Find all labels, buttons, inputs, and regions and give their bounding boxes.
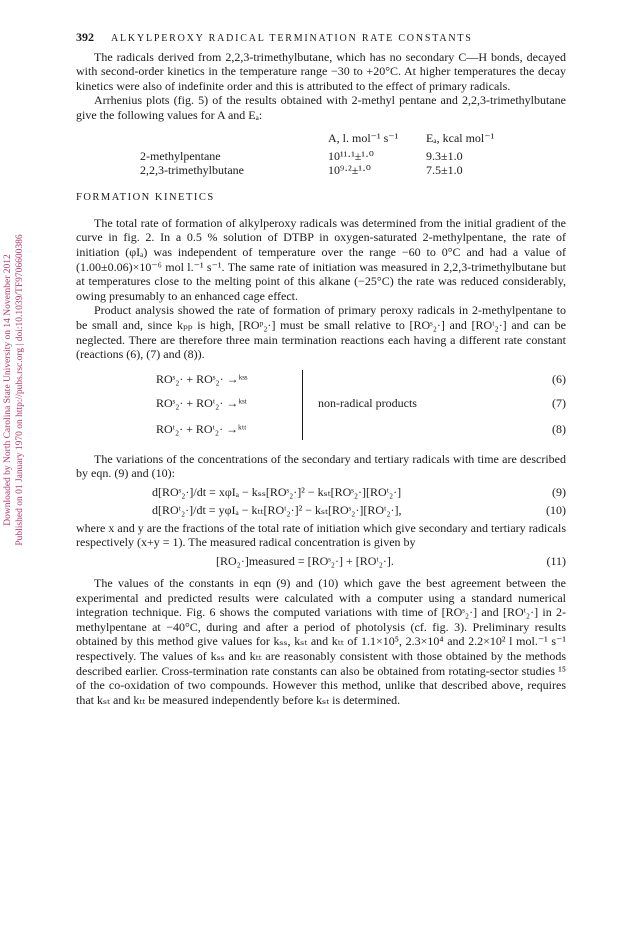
page-body (76, 30, 566, 707)
compound-cell: 2,2,3-trimethylbutane (140, 163, 244, 178)
paragraph-3: The total rate of formation of alkylperoxy radicals was determined from the initial gradient of the curve in fig. 2. In a 0.5 % solution of DTBP in oxygen-saturated 2-methylpentane, the rate of initiation (φIₐ) was independent of temperature over the range −60 to 0°C and had a value of (1.00±0.06)×10⁻⁶ mol l.⁻¹ s⁻¹. The same rate of initiation was measured in 2,2,3-trimethylbutane but at temperatures close to the melting point of this alkane (−25°C) the rate was reduced considerably, owing presumably to an enhanced cage effect. (76, 215, 566, 303)
equation-11 (76, 554, 566, 572)
paragraph-4: Product analysis showed the rate of formation of primary peroxy radicals in 2-methylpentane to be small and, since kₚₚ is high, [ROᵖ₂·] must be small relative to [ROˢ₂·] and [ROᵗ₂·] and can be neglected. There are therefore three main termination reactions each having a different rate constant (reactions (6), (7) and (8)). (76, 303, 566, 362)
page-number: 392 (76, 30, 94, 44)
equation-10 (76, 503, 566, 521)
equation-9-body: d[ROˢ₂·]/dt = xφIₐ − kₛₛ[ROˢ₂·]² − kₛₜ[ROˢ₂·][ROᵗ₂·] (152, 484, 402, 499)
a-cell: 10⁹·²±¹·⁰ (328, 163, 371, 178)
sidebar-provenance (1, 205, 25, 575)
equation-11-body: [RO₂·]measured = [ROˢ₂·] + [ROᵗ₂·]. (216, 554, 394, 569)
publication-notice: Published on 01 January 1970 on http://pubs.rsc.org | doi:10.1039/TF9706600386 (15, 234, 25, 546)
products-label: non-radical products (318, 395, 417, 410)
paragraph-5: The variations of the concentrations of the secondary and tertiary radicals with time are described by eqn. (9) and (10): (76, 451, 566, 481)
header-a: A, l. mol⁻¹ s⁻¹ (328, 130, 399, 145)
reaction-8-number: (8) (552, 421, 566, 436)
download-notice: Downloaded by North Carolina State University on 14 November 2012 (3, 254, 13, 526)
paragraph-7: The values of the constants in eqn (9) and (10) which gave the best agreement between the experimental and predicted results were calculated with a computer using a standard numerical integration technique. Fig. 6 shows the computed variations with time of [ROˢ₂·] and [ROᵗ₂·] in 2-methylpentane at −40°C, during and after a period of photolysis (cf. fig. 3). Preliminary results obtained by this method give values for kₛₛ, kₛₜ and kₜₜ of 1.1×10⁵, 2.3×10⁴ and 2.2×10² l mol.⁻¹ s⁻¹ respectively. The values of kₛₛ and kₜₜ are reasonably consistent with those obtained by the methods described earlier. Cross-termination rate constants can also be obtained from rotating-sector studies ¹⁵ of the co-oxidation of two compounds. However this method, unlike that described above, requires that kₛₜ and kₜₜ be measured independently before kₛₜ is determined. (76, 576, 566, 707)
reaction-7: ROˢ₂· + ROᵗ₂· →ᵏˢᵗ (156, 395, 247, 410)
reaction-8: ROᵗ₂· + ROᵗ₂· →ᵏᵗᵗ (156, 421, 247, 436)
paragraph-1: The radicals derived from 2,2,3-trimethylbutane, which has no secondary C—H bonds, decayed with second-order kinetics in the temperature range −30 to +20°C. At higher temperatures the decay kinetics were also of indefinite order and this is attributed to the effect of primary radicals. (76, 49, 566, 93)
reaction-6: ROˢ₂· + ROˢ₂· →ᵏˢˢ (156, 371, 248, 386)
paragraph-2: Arrhenius plots (fig. 5) of the results obtained with 2-methyl pentane and 2,2,3-trimethylbutane give the following values for A and Eₐ: (76, 93, 566, 122)
table-row (136, 163, 498, 177)
equation-10-body: d[ROᵗ₂·]/dt = yφIₐ − kₜₜ[ROᵗ₂·]² − kₛₜ[ROˢ₂·][ROᵗ₂·], (152, 502, 402, 517)
reaction-7-number: (7) (552, 395, 566, 410)
arrhenius-table (136, 131, 498, 178)
brace (302, 370, 309, 440)
equation-11-number: (11) (546, 554, 566, 569)
paragraph-6: where x and y are the fractions of the total rate of initiation which give secondary and tertiary radicals respectively (x+y = 1). The measured radical concentration is given by (76, 520, 566, 550)
header-e: Eₐ, kcal mol⁻¹ (426, 130, 495, 145)
equation-9 (76, 485, 566, 503)
equation-9-number: (9) (552, 484, 566, 499)
e-cell: 9.3±1.0 (426, 149, 463, 164)
reaction-scheme (76, 368, 566, 448)
reaction-6-number: (6) (552, 371, 566, 386)
table-row (136, 149, 498, 163)
compound-cell: 2-methylpentane (140, 149, 221, 164)
running-title: ALKYLPEROXY RADICAL TERMINATION RATE CONSTANTS (111, 33, 473, 44)
equation-10-number: (10) (546, 502, 566, 517)
e-cell: 7.5±1.0 (426, 163, 463, 178)
a-cell: 10¹¹·¹±¹·⁰ (328, 149, 374, 164)
running-header (76, 30, 566, 47)
section-title: FORMATION KINETICS (76, 192, 215, 204)
